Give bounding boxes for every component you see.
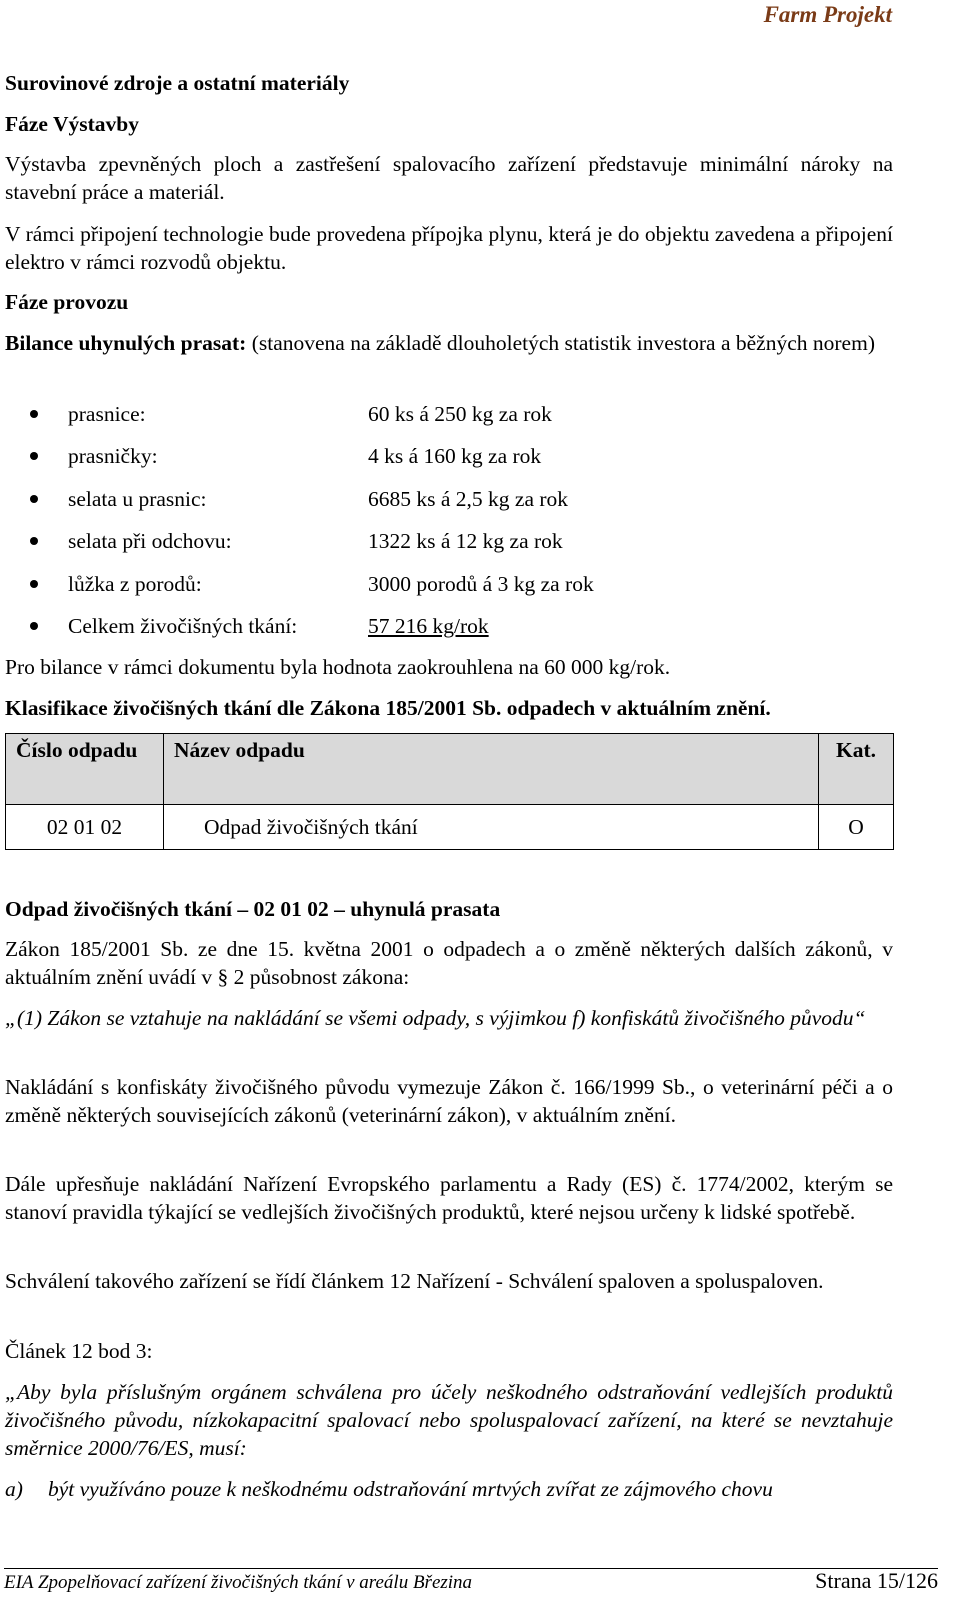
article-quote: „Aby byla příslušným orgánem schválena pro účely neškodného odstraňování vedlejších produktů živočišného původu, nízkokapacitní spalovací nebo spoluspalovací zařízení, na které se nevztahuje směrnice 2000/76/ES, musí:: [5, 1380, 893, 1460]
table-header-row: [6, 734, 894, 805]
table-row: [6, 805, 894, 850]
header-category: Kat.: [819, 734, 894, 805]
list-item-value: 3000 porodů á 3 kg za rok: [368, 572, 594, 596]
bullet-icon: [30, 537, 38, 545]
list-item-label: lůžka z porodů:: [68, 572, 202, 596]
list-item-value: 4 ks á 160 kg za rok: [368, 444, 542, 468]
law-paragraph-2: Nakládání s konfiskáty živočišného původu vymezuje Zákon č. 166/1999 Sb., o veterinární péči a o změně některých souvisejících zákonů (veterinární zákon), v aktuálním znění.: [5, 1075, 893, 1127]
law-paragraph-1: Zákon 185/2001 Sb. ze dne 15. května 2001 o odpadech a o změně některých dalších zákonů, v aktuálním znění uvádí v § 2 působnost zákona:: [5, 937, 893, 989]
article-heading: Článek 12 bod 3:: [5, 1339, 153, 1363]
list-item-value: 57 216 kg/rok: [368, 614, 489, 638]
header-number: Číslo odpadu: [6, 734, 164, 805]
law-quote: „(1) Zákon se vztahuje na nakládání se všemi odpady, s výjimkou f) konfiskátů živočišného původu“: [5, 1006, 866, 1030]
list-item-label: selata u prasnic:: [68, 487, 207, 511]
list-item-value: 1322 ks á 12 kg za rok: [368, 529, 563, 553]
balance-text: (stanovena na základě dlouholetých statistik investora a běžných norem): [246, 331, 875, 355]
bullet-icon: [30, 622, 38, 630]
phase-build-heading: Fáze Výstavby: [5, 112, 139, 136]
phase-operation-heading: Fáze provozu: [5, 290, 129, 314]
balance-paragraph: [5, 329, 893, 357]
bullet-icon: [30, 580, 38, 588]
footer-page: Strana 15/126: [815, 1568, 938, 1593]
footer-divider: [4, 1568, 938, 1569]
bullet-icon: [30, 452, 38, 460]
article-item: [5, 1475, 893, 1503]
cell-name: Odpad živočišných tkání: [164, 805, 819, 850]
cell-category: O: [819, 805, 894, 850]
list-item-label: prasničky:: [68, 444, 158, 468]
bullet-icon: [30, 410, 38, 418]
rounding-note: Pro bilance v rámci dokumentu byla hodnota zaokrouhlena na 60 000 kg/rok.: [5, 655, 671, 679]
bullet-icon: [30, 495, 38, 503]
list-item-value: 60 ks á 250 kg za rok: [368, 402, 552, 426]
header-project: Farm Projekt: [763, 2, 892, 27]
section-title: Surovinové zdroje a ostatní materiály: [5, 71, 350, 95]
build-paragraph-1: Výstavba zpevněných ploch a zastřešení spalovacího zařízení představuje minimální nároky na stavební práce a materiál.: [5, 152, 893, 204]
classification-title: Klasifikace živočišných tkání dle Zákona 185/2001 Sb. odpadech v aktuálním znění.: [5, 696, 771, 720]
header-name: Název odpadu: [164, 734, 819, 805]
build-paragraph-2: V rámci připojení technologie bude provedena přípojka plynu, která je do objektu zavedena a připojení elektro v rámci rozvodů objektu.: [5, 222, 893, 274]
cell-number: 02 01 02: [6, 805, 164, 850]
article-item-text: být využíváno pouze k neškodnému odstraňování mrtvých zvířat ze zájmového chovu: [48, 1477, 773, 1501]
law-paragraph-4: Schválení takového zařízení se řídí článkem 12 Nařízení - Schválení spaloven a spoluspaloven.: [5, 1269, 824, 1293]
law-paragraph-3: Dále upřesňuje nakládání Nařízení Evropského parlamentu a Rady (ES) č. 1774/2002, kterým se stanoví pravidla týkající se vedlejších živočišných produktů, které nejsou určeny k lidské spotřebě.: [5, 1172, 893, 1224]
list-item-label: prasnice:: [68, 402, 146, 426]
footer-document: EIA Zpopelňovací zařízení živočišných tkání v areálu Březina: [4, 1572, 473, 1593]
article-item-marker: a): [5, 1477, 23, 1501]
list-item-label: selata při odchovu:: [68, 529, 232, 553]
list-item-value: 6685 ks á 2,5 kg za rok: [368, 487, 569, 511]
balance-label: Bilance uhynulých prasat:: [5, 331, 247, 355]
list-item-label: Celkem živočišných tkání:: [68, 614, 298, 638]
waste-table: [5, 733, 894, 850]
waste-heading: Odpad živočišných tkání – 02 01 02 – uhynulá prasata: [5, 897, 501, 921]
